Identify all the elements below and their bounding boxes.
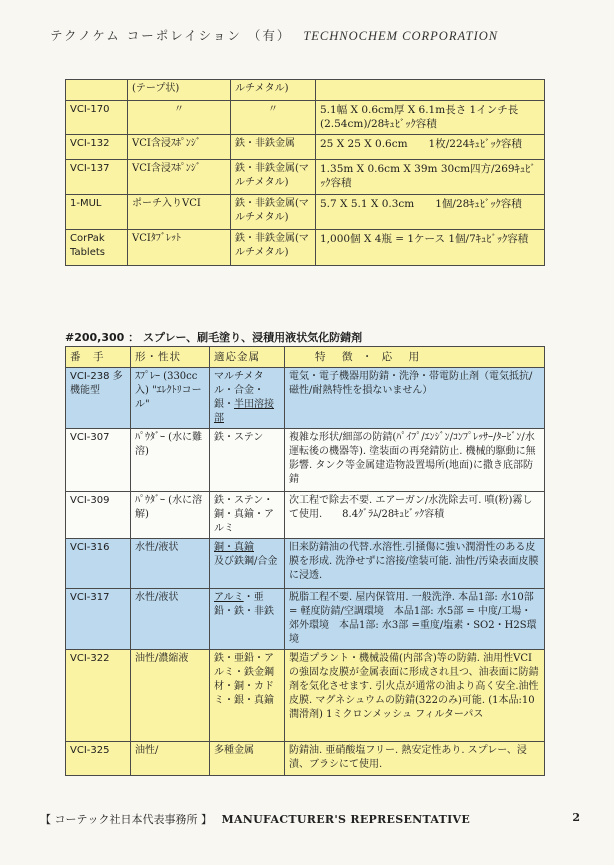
feature-cell: 旧来防錆油の代替.水溶性.引掻傷に強い潤滑性のある皮膜を形成. 洗浄せずに溶接/塗装可能. 油性/汚染表面皮膜に浸透.	[285, 539, 545, 589]
page-number: 2	[572, 811, 580, 824]
metal-cell	[210, 589, 285, 650]
form-cell: 油性/	[131, 742, 210, 776]
feature-cell: 5.7 X 5.1 X 0.3cm 1個/28ｷｭﾋﾞｯｸ容積	[316, 195, 545, 230]
table-row	[66, 742, 545, 776]
metal-cell: 鉄・亜鉛・アルミ・鉄金鋼材・銅・カドミ・銀・真鍮	[210, 650, 285, 742]
feature-cell	[316, 80, 545, 101]
product-table-liquid	[65, 346, 545, 776]
table-row	[66, 195, 545, 230]
metal-cell: 多種金属	[210, 742, 285, 776]
metal-cell: 鉄・非鉄金属	[231, 135, 316, 160]
form-cell: (テープ状)	[128, 80, 231, 101]
header-form: 形・性状	[131, 347, 210, 368]
feature-cell: 次工程で除去不要. エアーガン/水洗除去可. 噴(粉)霧して使用. 8.4ｸﾞﾗﾑ/28ｷｭﾋﾞｯｸ容積	[285, 492, 545, 539]
metal-text: マルチメタル・合金・銀・	[214, 371, 264, 410]
metal-cell: 鉄・ステン	[210, 429, 285, 492]
metal-cell	[210, 539, 285, 589]
metal-cell: 鉄・非鉄金属(マルチメタル)	[231, 195, 316, 230]
form-cell: 〃	[128, 101, 231, 135]
header-feature: 特 徴 ・ 応 用	[285, 347, 545, 368]
table-row	[66, 539, 545, 589]
table-header-row	[66, 347, 545, 368]
company-name-jp: テクノケム コーポレイション （有）	[50, 28, 292, 43]
footer-representative: MANUFACTURER'S REPRESENTATIVE	[221, 813, 471, 826]
table-row	[66, 101, 545, 135]
table-row	[66, 650, 545, 742]
metal-cell	[210, 368, 285, 429]
form-cell: ﾊﾟｳﾀﾞｰ (水に難溶)	[131, 429, 210, 492]
feature-cell: 1,000個 X 4瓶 = 1ケース 1個/7ｷｭﾋﾞｯｸ容積	[316, 230, 545, 266]
model-cell: VCI-307	[66, 429, 131, 492]
header-metal: 適応金属	[210, 347, 285, 368]
section-title: #200,300 ： スプレー、刷毛塗り、浸積用液状気化防錆剤	[65, 331, 363, 344]
metal-cell: ルチメタル)	[231, 80, 316, 101]
metal-cell: 鉄・非鉄金属(マルチメタル)	[231, 230, 316, 266]
feature-cell: 製造プラント・機械設備(内部含)等の防錆. 油用性VCIの強固な皮膜が金属表面に形成され且つ、油表面に防錆剤を気化させます. 引火点が通常の油より高く安全.油性皮膜. マグネシュウムの防錆(322のみ)可能. (1本品:10潤滑剤) 1ミクロンメッシュ フィルターパス	[285, 650, 545, 742]
metal-cell: 鉄・ステン・銅・真鍮・アルミ	[210, 492, 285, 539]
metal-text: ・亜鉛・鉄・非鉄	[214, 592, 274, 617]
form-cell: VCI含浸ｽﾎﾟﾝｼﾞ	[128, 135, 231, 160]
metal-underlined: 銅・真鍮	[214, 542, 254, 553]
header-model: 番 手	[66, 347, 131, 368]
metal-cell: 鉄・非鉄金属(マルチメタル)	[231, 160, 316, 195]
model-cell: VCI-137	[66, 160, 128, 195]
model-cell	[66, 80, 128, 101]
model-cell: VCI-316	[66, 539, 131, 589]
table-row	[66, 80, 545, 101]
feature-cell: 電気・電子機器用防錆・洗浄・帯電防止剤（電気抵抗/磁性/耐熱特性を損ないません）	[285, 368, 545, 429]
model-cell: VCI-325	[66, 742, 131, 776]
form-cell: ポーチ入りVCI	[128, 195, 231, 230]
table-row	[66, 160, 545, 195]
footer-office-jp: 【 コーテック社日本代表事務所 】	[40, 813, 212, 826]
metal-underlined: 半田溶接部	[214, 399, 274, 424]
feature-cell: 防錆油. 亜硝酸塩フリー. 熱安定性あり. スプレー、浸漬、ブラシにて使用.	[285, 742, 545, 776]
feature-cell: 1.35m X 0.6cm X 39m 30cm四方/269ｷｭﾋﾞｯｸ容積	[316, 160, 545, 195]
feature-cell: 脱脂工程不要. 屋内保管用. 一般洗浄. 本品1部: 水10部 = 軽度防錆/空調環境 本品1部: 水5部 = 中度/工場・郊外環境 本品1部: 水3部 =重度/塩素・SO2・H2S環境	[285, 589, 545, 650]
metal-cell: 〃	[231, 101, 316, 135]
model-cell: VCI-322	[66, 650, 131, 742]
form-cell: VCI含浸ｽﾎﾟﾝｼﾞ	[128, 160, 231, 195]
feature-cell: 複雑な形状/細部の防錆(ﾊﾟｲﾌﾟ/ｴﾝｼﾞﾝ/ｺﾝﾌﾟﾚｯｻｰ/ﾀｰﾋﾞﾝ/水運転後の機器等). 塗装面の再発錆防止. 機械的駆動に無影響. タンク等金属建造物設置場所(地面)に撒き底部防錆	[285, 429, 545, 492]
model-cell: 1-MUL	[66, 195, 128, 230]
company-name-en: TECHNOCHEM CORPORATION	[303, 29, 499, 43]
metal-text: 及び鉄鋼/合金	[214, 556, 278, 567]
table-row	[66, 135, 545, 160]
table-row	[66, 230, 545, 266]
form-cell: 水性/液状	[131, 539, 210, 589]
table-row	[66, 429, 545, 492]
metal-underlined: アルミ	[214, 592, 244, 603]
table-row	[66, 368, 545, 429]
feature-cell: 5.1幅 X 0.6cm厚 X 6.1m長さ 1インチ長(2.54cm)/28ｷｭﾋﾞｯｸ容積	[316, 101, 545, 135]
page-header	[50, 26, 570, 44]
form-cell: 水性/液状	[131, 589, 210, 650]
form-cell: VCIﾀﾌﾞﾚｯﾄ	[128, 230, 231, 266]
table-row	[66, 492, 545, 539]
model-cell: VCI-309	[66, 492, 131, 539]
model-cell: VCI-238 多機能型	[66, 368, 131, 429]
model-cell: VCI-170	[66, 101, 128, 135]
table-row	[66, 589, 545, 650]
model-cell: CorPak Tablets	[66, 230, 128, 266]
form-cell: ﾊﾟｳﾀﾞｰ (水に溶解)	[131, 492, 210, 539]
form-cell: 油性/濃縮液	[131, 650, 210, 742]
form-cell: ｽﾌﾟﾚｰ (330cc入) "ｴﾚｸﾄﾘコール"	[131, 368, 210, 429]
model-cell: VCI-132	[66, 135, 128, 160]
product-table-upper	[65, 79, 545, 266]
page-footer	[40, 811, 580, 827]
model-cell: VCI-317	[66, 589, 131, 650]
feature-cell: 25 X 25 X 0.6cm 1枚/224ｷｭﾋﾞｯｸ容積	[316, 135, 545, 160]
